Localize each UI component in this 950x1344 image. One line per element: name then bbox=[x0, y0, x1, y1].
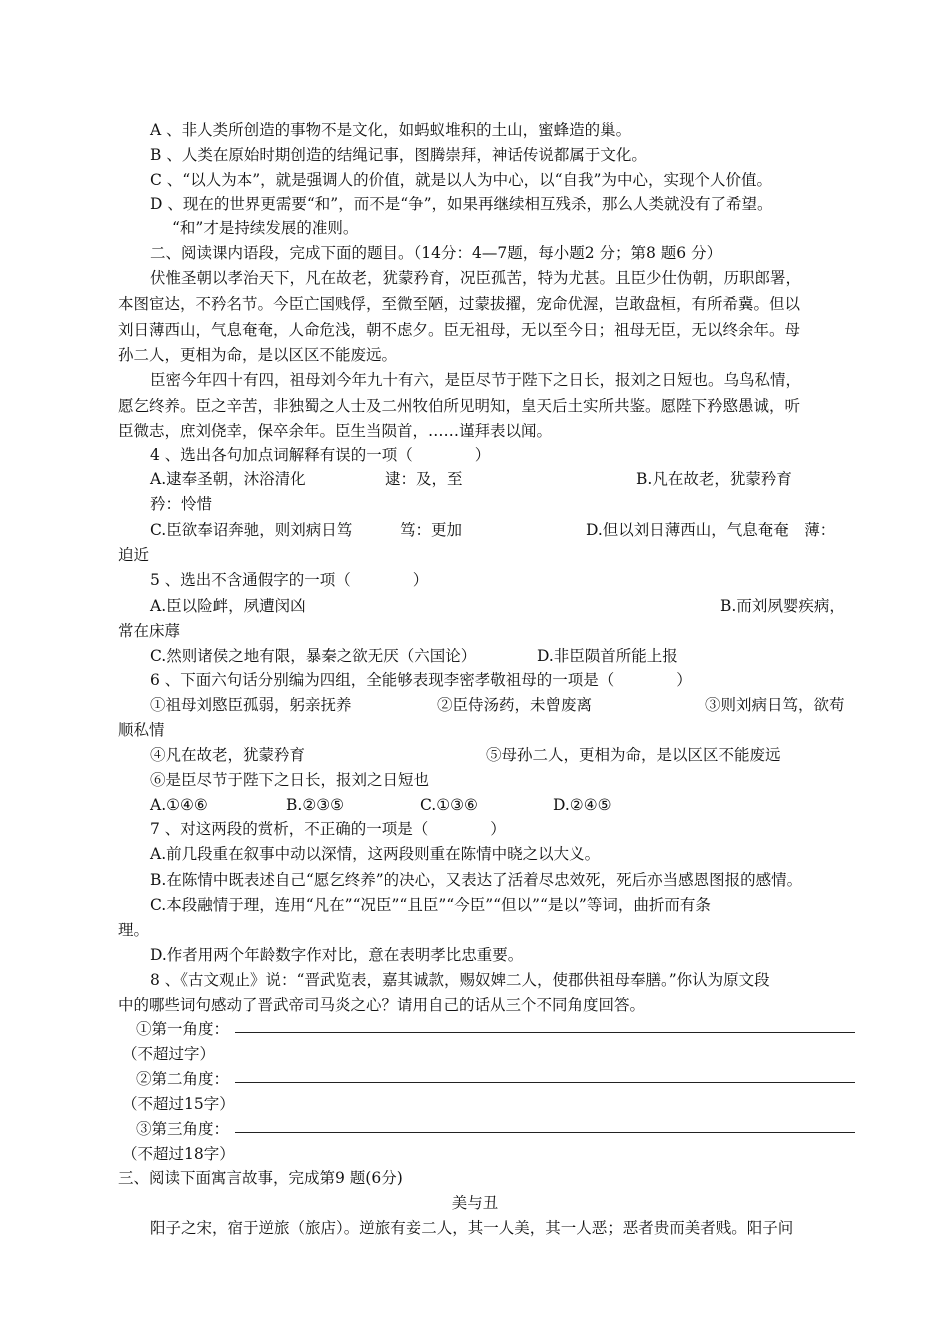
q7-option-a: A.前几段重在叙事中动以深情，这两段则重在陈情中晓之以大义。 bbox=[150, 845, 601, 863]
q8-angle2-limit: （不超过15字） bbox=[122, 1095, 235, 1113]
q4-option-a-note: 逮：及，至 bbox=[385, 470, 463, 488]
q6-option-b: B.②③⑤ bbox=[286, 796, 345, 814]
q5-option-a: A.臣以险衅，夙遭闵凶 bbox=[150, 597, 306, 615]
q4-option-a: A.逮奉圣朝，沐浴清化 bbox=[150, 470, 306, 488]
q6-option-c: C.①③⑥ bbox=[420, 796, 478, 814]
q1-option-c: C 、“以人为本”，就是强调人的价值，就是以人为中心，以“自我”为中心，实现个人价值。 bbox=[150, 171, 772, 189]
q7-option-c-cont: 理。 bbox=[118, 921, 150, 939]
q8-angle2-answer-line[interactable] bbox=[235, 1082, 855, 1083]
q8-stem-cont: 中的哪些词句感动了晋武帝司马炎之心？请用自己的话从三个不同角度回答。 bbox=[118, 996, 646, 1014]
fable-title: 美与丑 bbox=[451, 1194, 499, 1212]
q6-sentence: ②臣侍汤药，未曾废离 bbox=[437, 696, 593, 714]
q6-sentence-cont: 顺私情 bbox=[118, 721, 165, 739]
passage-line: 本图宦达，不矜名节。今臣亡国贱俘，至微至陋，过蒙拔擢，宠命优渥，岂敢盘桓，有所希冀。但以 bbox=[118, 295, 801, 313]
q7-option-d: D.作者用两个年龄数字作对比，意在表明孝比忠重要。 bbox=[150, 946, 524, 964]
section2-heading: 二、阅读课内语段，完成下面的题目。（14分：4—7题，每小题2 分；第8 题6 分） bbox=[150, 244, 723, 262]
q5-option-b: B.而刘夙婴疾病， bbox=[720, 597, 845, 615]
q5-option-b-cont: 常在床蓐 bbox=[118, 622, 181, 640]
passage-line: 愿乞终养。臣之辛苦，非独蜀之人士及二州牧伯所见明知，皇天后土实所共鉴。愿陛下矜愍愚诚，听 bbox=[118, 397, 801, 415]
q4-stem: 4 、选出各句加点词解释有误的一项（ ） bbox=[150, 446, 491, 464]
q4-option-d: D.但以刘日薄西山，气息奄奄 薄： bbox=[586, 521, 836, 539]
passage-line: 臣微志，庶刘侥幸，保卒余年。臣生当陨首，……谨拜表以闻。 bbox=[118, 422, 553, 440]
q7-option-b: B.在陈情中既表述自己“愿乞终养”的决心，又表达了活着尽忠效死，死后亦当感恩图报的感情。 bbox=[150, 871, 803, 889]
q8-angle1-answer-line[interactable] bbox=[235, 1032, 855, 1033]
q8-angle3-label: ③第三角度： bbox=[136, 1120, 230, 1138]
section3-heading: 三、阅读下面寓言故事，完成第9 题(6分) bbox=[118, 1169, 403, 1187]
q4-option-c-note: 笃：更加 bbox=[400, 521, 463, 539]
q1-option-a: A 、非人类所创造的事物不是文化，如蚂蚁堆积的土山，蜜蜂造的巢。 bbox=[150, 121, 632, 139]
q5-option-c: C.然则诸侯之地有限，暴秦之欲无厌（六国论） bbox=[150, 647, 477, 665]
q7-option-c: C.本段融情于理，连用“凡在”“况臣”“且臣”“今臣”“但以”“是以”等词，曲折而有条 bbox=[150, 896, 711, 914]
q6-stem: 6 、下面六句话分别编为四组，全能够表现李密孝敬祖母的一项是（ ） bbox=[150, 671, 692, 689]
fable-passage-line: 阳子之宋，宿于逆旅（旅店）。逆旅有妾二人，其一人美，其一人恶；恶者贵而美者贱。阳子问 bbox=[150, 1219, 794, 1237]
q6-sentence: ④凡在故老，犹蒙矜育 bbox=[150, 746, 306, 764]
q6-sentence: ①祖母刘愍臣孤弱，躬亲抚养 bbox=[150, 696, 352, 714]
passage-line: 孙二人，更相为命，是以区区不能废远。 bbox=[118, 346, 398, 364]
q7-stem: 7 、对这两段的赏析，不正确的一项是（ ） bbox=[150, 820, 506, 838]
passage-line: 刘日薄西山，气息奄奄，人命危浅，朝不虑夕。臣无祖母，无以至今日；祖母无臣，无以终余年。母 bbox=[118, 321, 801, 339]
q6-option-d: D.②④⑤ bbox=[553, 796, 612, 814]
q8-angle1-limit: （不超过字） bbox=[122, 1045, 216, 1063]
q6-sentence: ③则刘病日笃，欲苟 bbox=[705, 696, 845, 714]
q8-angle2-label: ②第二角度： bbox=[136, 1070, 230, 1088]
q1-option-b: B 、人类在原始时期创造的结绳记事，图腾崇拜，神话传说都属于文化。 bbox=[150, 146, 647, 164]
passage-line: 伏惟圣朝以孝治天下，凡在故老，犹蒙矜育，况臣孤苦，特为尤甚。且臣少仕伪朝，历职郎署， bbox=[150, 269, 802, 287]
q6-sentence: ⑤母孙二人，更相为命，是以区区不能废远 bbox=[486, 746, 781, 764]
q5-stem: 5 、选出不含通假字的一项（ ） bbox=[150, 571, 429, 589]
q4-option-b: B.凡在故老，犹蒙矜育 bbox=[636, 470, 792, 488]
q8-stem: 8 、《古文观止》说：“晋武览表，嘉其诚款，赐奴婢二人，使郡供祖母奉膳。”你认为原文段 bbox=[150, 971, 770, 989]
q8-angle1-label: ①第一角度： bbox=[136, 1020, 230, 1038]
q6-sentence: ⑥是臣尽节于陛下之日长，报刘之日短也 bbox=[150, 771, 430, 789]
passage-line: 臣密今年四十有四，祖母刘今年九十有六，是臣尽节于陛下之日长，报刘之日短也。乌鸟私情， bbox=[150, 371, 802, 389]
q4-option-d-cont: 迫近 bbox=[118, 546, 150, 564]
q8-angle3-answer-line[interactable] bbox=[235, 1132, 855, 1133]
q1-option-d-cont: “和”才是持续发展的准则。 bbox=[172, 219, 359, 237]
q6-option-a: A.①④⑥ bbox=[150, 796, 208, 814]
q1-option-d: D 、现在的世界更需要“和”，而不是“争”，如果再继续相互残杀，那么人类就没有了希望。 bbox=[150, 195, 773, 213]
q4-option-c: C.臣欲奉诏奔驰，则刘病日笃 bbox=[150, 521, 353, 539]
q4-option-b-note: 矜：怜惜 bbox=[150, 495, 213, 513]
q8-angle3-limit: （不超过18字） bbox=[122, 1145, 235, 1163]
q5-option-d: D.非臣陨首所能上报 bbox=[537, 647, 678, 665]
